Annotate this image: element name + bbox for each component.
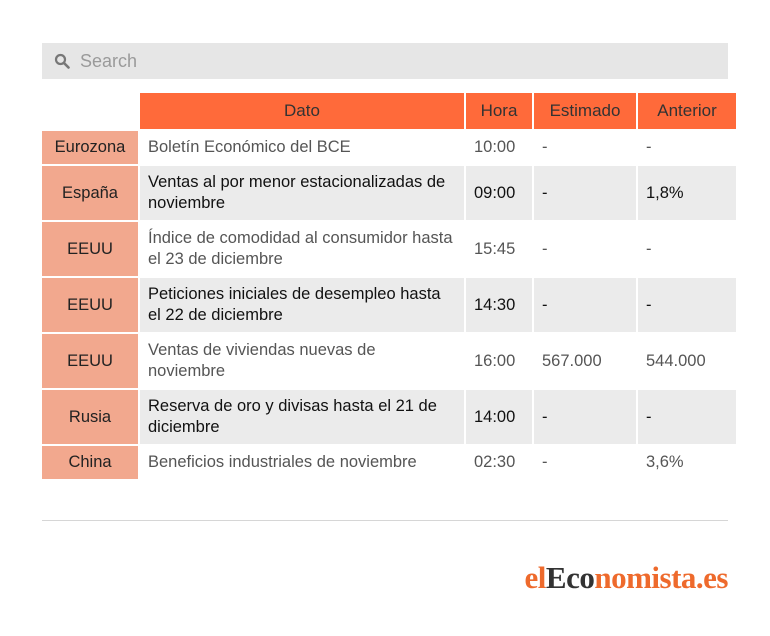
row-hora: 14:30 [466,278,532,332]
logo-part-nomista: nomista.es [594,560,728,595]
row-anterior: - [638,131,736,164]
row-anterior: - [638,222,736,276]
row-estimado: - [534,131,636,164]
economic-calendar-table [40,91,738,481]
row-dato: Ventas de viviendas nuevas de noviembre [140,334,464,388]
search-input[interactable] [78,50,682,73]
row-dato: Peticiones iniciales de desempleo hasta el 22 de diciembre [140,278,464,332]
table-row [42,166,736,220]
search-bar[interactable] [42,43,728,79]
row-estimado: 567.000 [534,334,636,388]
divider [42,520,728,521]
row-estimado: - [534,166,636,220]
row-country: EEUU [42,278,138,332]
header-blank [42,93,138,129]
row-anterior: - [638,390,736,444]
row-dato: Ventas al por menor estacionalizadas de noviembre [140,166,464,220]
row-dato: Reserva de oro y divisas hasta el 21 de diciembre [140,390,464,444]
row-estimado: - [534,446,636,479]
table-row [42,222,736,276]
row-dato: Índice de comodidad al consumidor hasta el 23 de diciembre [140,222,464,276]
header-hora[interactable]: Hora [466,93,532,129]
row-hora: 16:00 [466,334,532,388]
table-row [42,334,736,388]
row-hora: 15:45 [466,222,532,276]
header-dato[interactable]: Dato [140,93,464,129]
table-row [42,278,736,332]
table-row [42,390,736,444]
row-country: Eurozona [42,131,138,164]
logo-part-el: el [524,560,546,595]
header-anterior[interactable]: Anterior [638,93,736,129]
row-anterior: - [638,278,736,332]
row-estimado: - [534,278,636,332]
row-anterior: 1,8% [638,166,736,220]
table-row [42,446,736,479]
row-estimado: - [534,222,636,276]
row-hora: 09:00 [466,166,532,220]
row-hora: 10:00 [466,131,532,164]
logo-part-eco: Eco [545,560,595,595]
row-dato: Boletín Económico del BCE [140,131,464,164]
row-anterior: 3,6% [638,446,736,479]
row-estimado: - [534,390,636,444]
row-country: Rusia [42,390,138,444]
row-hora: 02:30 [466,446,532,479]
row-dato: Beneficios industriales de noviembre [140,446,464,479]
table-row [42,131,736,164]
row-country: EEUU [42,222,138,276]
row-country: España [42,166,138,220]
search-icon [54,53,70,69]
row-anterior: 544.000 [638,334,736,388]
row-country: EEUU [42,334,138,388]
table-header-row [42,93,736,129]
row-country: China [42,446,138,479]
header-estimado[interactable]: Estimado [534,93,636,129]
eleconomista-logo[interactable] [525,560,728,596]
row-hora: 14:00 [466,390,532,444]
